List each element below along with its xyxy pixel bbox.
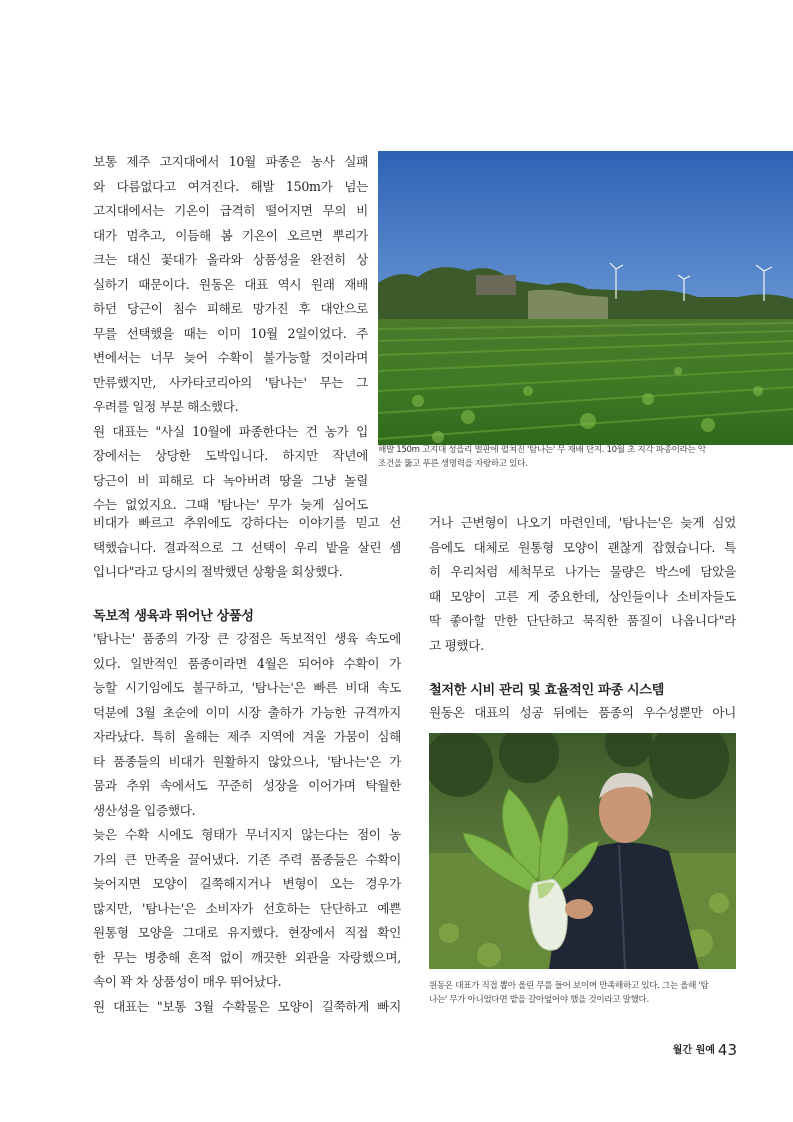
body-paragraph-1 [93, 150, 368, 518]
section-heading-1: 독보적 생육과 뛰어난 상품성 [93, 609, 254, 624]
text-line: 와 다름없다고 여겨진다. 해발 150m가 넘는 [93, 178, 368, 194]
text-line: 무를 선택했을 때는 이미 10월 2일이었다. 주 [93, 325, 368, 341]
text-line: 입니다"라고 당시의 절박했던 상황을 회상했다. [93, 564, 343, 579]
text-line: 속이 꽉 차 상품성이 매우 뛰어났다. [93, 974, 282, 989]
body-paragraph-3 [93, 627, 401, 1019]
text-line: 고 평했다. [429, 637, 484, 653]
text-line: '탐나는' 품종의 가장 큰 강점은 독보적인 생육 속도에 [93, 631, 401, 646]
text-line: 비대가 빠르고 추위에도 강하다는 이야기를 믿고 선 [93, 515, 401, 530]
text-line: 자라났다. 특히 올해는 제주 지역에 겨울 가뭄이 심해 [93, 729, 401, 744]
text-line: 하던 당근이 침수 피해로 망가진 후 대안으로 [93, 301, 368, 316]
text-line: 늦어지면 모양이 길쭉해지거나 변형이 오는 경우가 [93, 876, 401, 891]
caption-line: 해발 150m 고지대 성읍리 벌판에 펼쳐진 '탐나는' 무 재배 단지. 10월 초 지각 파종이라는 악 [378, 445, 706, 455]
text-line: 때 모양이 고른 게 중요한데, 상인들이나 소비자들도 [429, 588, 736, 604]
magazine-name: 월간 원예 [672, 1045, 715, 1056]
radish-field-photo [378, 151, 793, 445]
text-line: 타 품종들의 비대가 원활하지 않았으나, '탐나는'은 가 [93, 753, 401, 769]
text-line: 가의 큰 만족을 끌어냈다. 기존 주력 품종들은 수확이 [93, 851, 401, 867]
caption-line: 나는' 무가 아니었다면 밭을 갈아엎어야 했을 것이라고 말했다. [429, 994, 649, 1005]
text-line: 원 대표는 "보통 3월 수확물은 모양이 길쭉하게 빠지 [93, 998, 401, 1014]
radish-field-illustration [378, 151, 793, 445]
text-line: 변에서는 너무 늦어 수확이 불가능할 것이라며 [93, 350, 368, 365]
text-line: 보통 제주 고지대에서 10월 파종은 농사 실패 [93, 154, 368, 169]
text-line: 많지만, '탐나는'은 소비자가 선호하는 단단하고 예쁜 [93, 900, 401, 916]
section-heading-2: 철저한 시비 관리 및 효율적인 파종 시스템 [429, 683, 664, 698]
text-line: 원통형 모양을 그대로 유지했다. 현장에서 직접 확인 [93, 925, 401, 940]
text-line: 택했습니다. 결과적으로 그 선택이 우리 밭을 살린 셈 [93, 539, 401, 555]
farmer-with-radish-photo [429, 733, 736, 969]
text-line: 딱 좋아할 만한 단단하고 묵직한 품질이 나옵니다"라 [429, 613, 736, 628]
text-line: 있다. 일반적인 품종이라면 4월은 되어야 수확이 가 [93, 655, 401, 671]
photo-caption-2 [429, 980, 739, 1007]
text-line: 늦은 수확 시에도 형태가 무너지지 않는다는 점이 농 [93, 827, 401, 842]
caption-line: 조건을 뚫고 푸른 생명력을 자랑하고 있다. [378, 458, 528, 469]
text-line: 만류했지만, 사카타코리아의 '탐나는' 무는 그 [93, 374, 368, 390]
farmer-illustration [429, 733, 736, 969]
text-line: 덕분에 3월 초순에 이미 시장 출하가 가능한 규격까지 [93, 704, 401, 720]
text-line: 당근이 비 피해로 다 녹아버려 땅을 그냥 놀릴 [93, 472, 368, 488]
body-paragraph-6 [429, 511, 736, 658]
text-line: 원동온 대표의 성공 뒤에는 품종의 우수성뿐만 아니 [429, 705, 736, 720]
text-line: 원 대표는 "사실 10월에 파종한다는 건 농가 입 [93, 423, 368, 439]
text-line: 거나 근변형이 나오기 마련인데, '탐나는'은 늦게 심었 [429, 515, 736, 530]
text-line: 생산성을 입증했다. [93, 802, 196, 818]
text-line: 대가 멈추고, 이듬해 봄 기온이 오르면 뿌리가 [93, 227, 368, 243]
body-paragraph-7 [429, 701, 736, 726]
text-line: 우려를 일정 부분 해소했다. [93, 399, 239, 414]
text-line: 장에서는 상당한 도박입니다. 하지만 작년에 [93, 448, 368, 463]
text-line: 한 무는 병충해 흔적 없이 깨끗한 외관을 자랑했으며, [93, 949, 401, 965]
text-line: 크는 대신 꽃대가 올라와 상품성을 완전히 상 [93, 252, 368, 267]
caption-line: 원동온 대표가 직접 뽑아 올린 무를 들어 보이며 만족해하고 있다. 그는 올해 '탐 [429, 981, 709, 991]
text-line: 능할 시기임에도 불구하고, '탐나는'은 빠른 비대 속도 [93, 680, 401, 695]
page-footer [673, 1040, 737, 1059]
text-line: 음에도 대체로 원통형 모양이 괜찮게 잡혔습니다. 특 [429, 539, 736, 555]
photo-caption-1 [378, 444, 793, 471]
text-line: 수는 없었지요. 그때 '탐나는' 무가 늦게 심어도 [93, 497, 368, 512]
page-number: 43 [717, 1041, 737, 1059]
text-line: 뭄과 추위 속에서도 꾸준히 성장을 이어가며 탁월한 [93, 778, 401, 793]
body-paragraph-2-continued [93, 511, 401, 585]
text-line: 실하기 때문이다. 원동온 대표 역시 원래 재배 [93, 276, 368, 292]
text-line: 히 우리처럼 세척무로 나가는 물량은 박스에 담았을 [429, 564, 736, 579]
text-line: 고지대에서는 기온이 급격히 떨어지면 무의 비 [93, 203, 368, 218]
